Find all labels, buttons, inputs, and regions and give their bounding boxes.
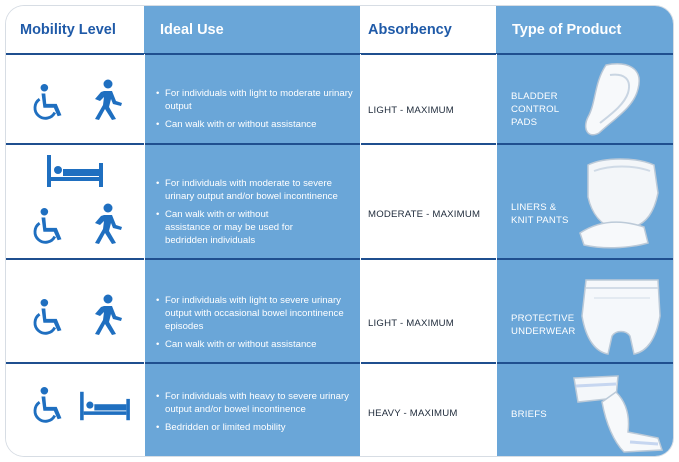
ideal-use-list — [156, 177, 356, 252]
briefs-image — [566, 372, 670, 454]
ideal-use-item: • Can walk with or without assistance or may be used for bedridden individuals — [156, 208, 315, 247]
ideal-use-item: • Can walk with or without assistance — [156, 338, 356, 351]
wheelchair-icon — [32, 207, 70, 245]
header-absorbency: Absorbency — [368, 22, 452, 38]
absorbency-value: LIGHT - MAXIMUM — [368, 105, 454, 116]
table-row — [6, 145, 673, 258]
header-type-of-product: Type of Product — [512, 22, 622, 38]
bladder-pad-image — [574, 59, 669, 141]
ideal-use-list — [156, 87, 356, 136]
header-ideal-use: Ideal Use — [160, 22, 224, 38]
product-type-label: LINERS & KNIT PANTS — [511, 202, 569, 226]
table-row — [6, 55, 673, 143]
ideal-use-item: • For individuals with heavy to severe urinary output and/or bowel incontinence — [156, 390, 356, 416]
bed-icon — [46, 153, 104, 189]
table-row — [6, 364, 673, 456]
comparison-table — [6, 6, 673, 456]
wheelchair-icon — [32, 386, 70, 424]
absorbency-value: MODERATE - MAXIMUM — [368, 209, 481, 220]
ideal-use-item: • For individuals with light to moderate urinary output — [156, 87, 356, 113]
product-type-label: BRIEFS — [511, 409, 547, 420]
product-type-label: PROTECTIVE UNDERWEAR — [511, 313, 576, 337]
ideal-use-item: • Bedridden or limited mobility — [156, 421, 356, 434]
header-mobility-level: Mobility Level — [20, 22, 116, 38]
walking-person-icon — [86, 79, 126, 121]
product-type-label: BLADDER CONTROL PADS — [511, 91, 560, 128]
ideal-use-item: • For individuals with moderate to severe urinary output and/or bowel incontinence — [156, 177, 356, 203]
walking-person-icon — [86, 294, 126, 336]
wheelchair-icon — [32, 298, 70, 336]
ideal-use-list — [156, 390, 356, 439]
ideal-use-item: • Can walk with or without assistance — [156, 118, 356, 131]
liners-knit-pants-image — [574, 153, 669, 253]
absorbency-value: LIGHT - MAXIMUM — [368, 318, 454, 329]
absorbency-value: HEAVY - MAXIMUM — [368, 408, 458, 419]
protective-underwear-image — [574, 270, 669, 358]
walking-person-icon — [86, 203, 126, 245]
bed-icon — [78, 390, 132, 422]
table-row — [6, 260, 673, 362]
ideal-use-list — [156, 294, 356, 356]
wheelchair-icon — [32, 83, 70, 121]
ideal-use-item: • For individuals with light to severe urinary output with occasional bowel incontinence episodes — [156, 294, 356, 333]
